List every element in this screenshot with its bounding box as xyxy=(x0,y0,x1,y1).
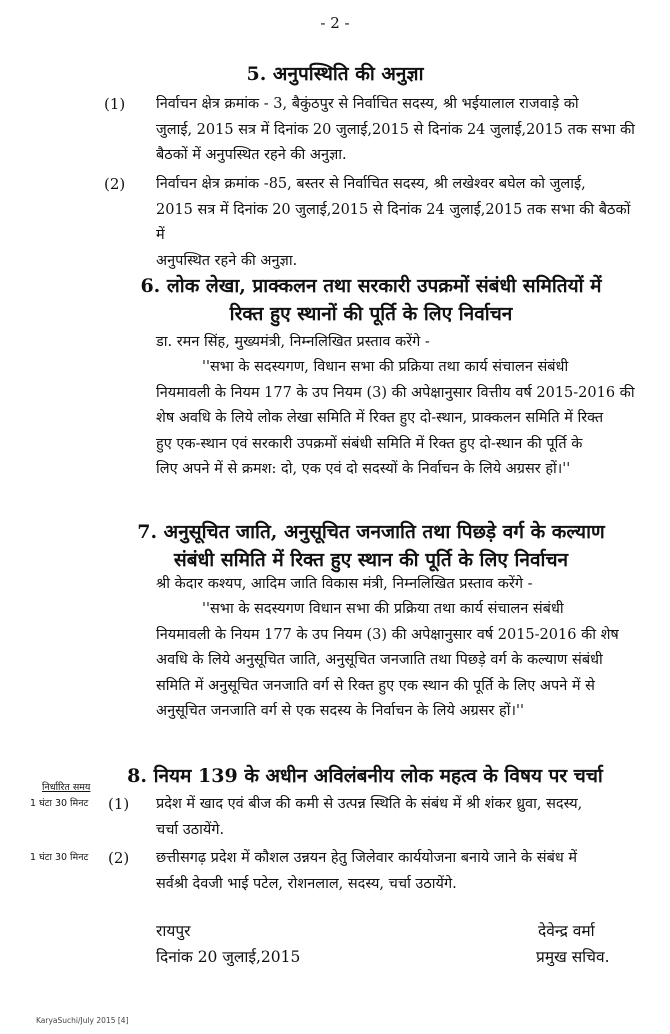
heading-line: संबंधी समिति में रिक्त हुए स्थान की पूर्ति के लिए निर्वाचन xyxy=(173,549,569,571)
section-5-heading: 5. अनुपस्थिति की अनुज्ञा xyxy=(246,63,424,85)
footer-reference: KaryaSuchi/July 2015 [4] xyxy=(36,1016,129,1025)
date: दिनांक 20 जुलाई,2015 xyxy=(156,948,301,966)
item-8-1-number: (1) xyxy=(108,795,130,813)
text-line: प्रदेश में खाद एवं बीज की कमी से उत्पन्न स्थिति के संबंध में श्री शंकर ध्रुवा, सदस्य, xyxy=(156,796,583,812)
text-line: समिति में अनुसूचित जनजाति वर्ग से रिक्त हुए एक स्थान की पूर्ति के लिए अपने में से xyxy=(156,677,595,694)
item-5-1-text xyxy=(156,92,636,169)
text-line: 2015 सत्र में दिनांक 20 जुलाई,2015 से दिनांक 24 जुलाई,2015 तक सभा की बैठकों में xyxy=(156,201,631,243)
text-line: अनुसूचित जनजाति वर्ग से एक सदस्य के निर्वाचन के लिये अग्रसर हों।'' xyxy=(156,703,524,719)
text-line: अवधि के लिये अनुसूचित जाति, अनुसूचित जनजाति तथा पिछड़े वर्ग के कल्याण संबंधी xyxy=(156,652,603,668)
item-8-2-text xyxy=(156,846,636,897)
section-7-heading xyxy=(36,518,670,574)
text-line: निर्वाचन क्षेत्र क्रमांक -85, बस्तर से निर्वाचित सदस्य, श्री लखेश्वर बघेल को जुलाई, xyxy=(156,176,586,192)
item-8-2-time: 1 घंटा 30 मिनट xyxy=(30,852,89,863)
text-line: निर्वाचन क्षेत्र क्रमांक - 3, बैकुंठपुर से निर्वाचित सदस्य, श्री भईयालाल राजवाड़े को xyxy=(156,96,579,112)
section-8-heading: 8. नियम 139 के अधीन अविलंबनीय लोक महत्व के विषय पर चर्चा xyxy=(127,765,603,787)
heading-line: रिक्त हुए स्थानों की पूर्ति के लिए निर्वाचन xyxy=(229,303,513,325)
item-5-1-number: (1) xyxy=(104,95,126,113)
item-5-2-text xyxy=(156,172,636,274)
page-number: - 2 - xyxy=(320,14,350,32)
text-line: नियमावली के नियम 177 के उप नियम (3) की अपेक्षानुसार वर्ष 2015-2016 की शेष xyxy=(156,626,619,643)
item-5-2-number: (2) xyxy=(104,175,126,193)
heading-line: 6. लोक लेखा, प्राक्कलन तथा सरकारी उपक्रमों संबंधी समितियों में xyxy=(140,275,602,297)
item-8-1-time: 1 घंटा 30 मिनट xyxy=(30,798,89,809)
place: रायपुर xyxy=(156,922,191,940)
heading-line: 7. अनुसूचित जाति, अनुसूचित जनजाति तथा पिछड़े वर्ग के कल्याण xyxy=(137,521,605,543)
section-6-mover: डा. रमन सिंह, मुख्यमंत्री, निम्नलिखित प्रस्ताव करेंगे - xyxy=(156,334,430,350)
signatory-designation: प्रमुख सचिव. xyxy=(536,948,610,966)
text-line: सर्वश्री देवजी भाई पटेल, रोशनलाल, सदस्य, चर्चा उठायेंगे. xyxy=(156,875,457,892)
allotted-time-label: निर्धारित समय xyxy=(42,782,91,793)
text-line: अनुपस्थित रहने की अनुज्ञा. xyxy=(156,252,298,269)
text-line: शेष अवधि के लिये लोक लेखा समिति में रिक्त हुए दो-स्थान, प्राक्कलन समिति में रिक्त xyxy=(156,410,604,426)
text-line: लिए अपने में से क्रमश: दो, एक एवं दो सदस्यों के निर्वाचन के लिये अग्रसर हों।'' xyxy=(156,461,571,477)
text-line: बैठकों में अनुपस्थित रहने की अनुज्ञा. xyxy=(156,147,347,163)
section-7-mover: श्री केदार कश्यप, आदिम जाति विकास मंत्री, निम्नलिखित प्रस्ताव करेंगे - xyxy=(156,576,533,592)
text-line: ''सभा के सदस्यगण विधान सभा की प्रक्रिया तथा कार्य संचालन संबंधी xyxy=(202,601,564,617)
item-8-1-text xyxy=(156,792,636,843)
section-6-heading xyxy=(36,272,670,328)
item-8-2-number: (2) xyxy=(108,849,130,867)
text-line: जुलाई, 2015 सत्र में दिनांक 20 जुलाई,2015 से दिनांक 24 जुलाई,2015 तक सभा की xyxy=(156,121,635,138)
text-line: नियमावली के नियम 177 के उप नियम (3) की अपेक्षानुसार वित्तीय वर्ष 2015-2016 की xyxy=(156,384,635,401)
section-6-motion xyxy=(156,355,636,483)
text-line: हुए एक-स्थान एवं सरकारी उपक्रमों संबंधी समिति में रिक्त हुए दो-स्थान की पूर्ति के xyxy=(156,435,583,452)
text-line: छत्तीसगढ़ प्रदेश में कौशल उन्नयन हेतु जिलेवार कार्ययोजना बनाये जाने के संबंध में xyxy=(156,850,578,866)
section-7-motion xyxy=(156,597,636,725)
text-line: ''सभा के सदस्यगण, विधान सभा की प्रक्रिया तथा कार्य संचालन संबंधी xyxy=(202,359,569,375)
text-line: चर्चा उठायेंगे. xyxy=(156,821,225,838)
signatory-name: देवेन्द्र वर्मा xyxy=(538,922,595,940)
